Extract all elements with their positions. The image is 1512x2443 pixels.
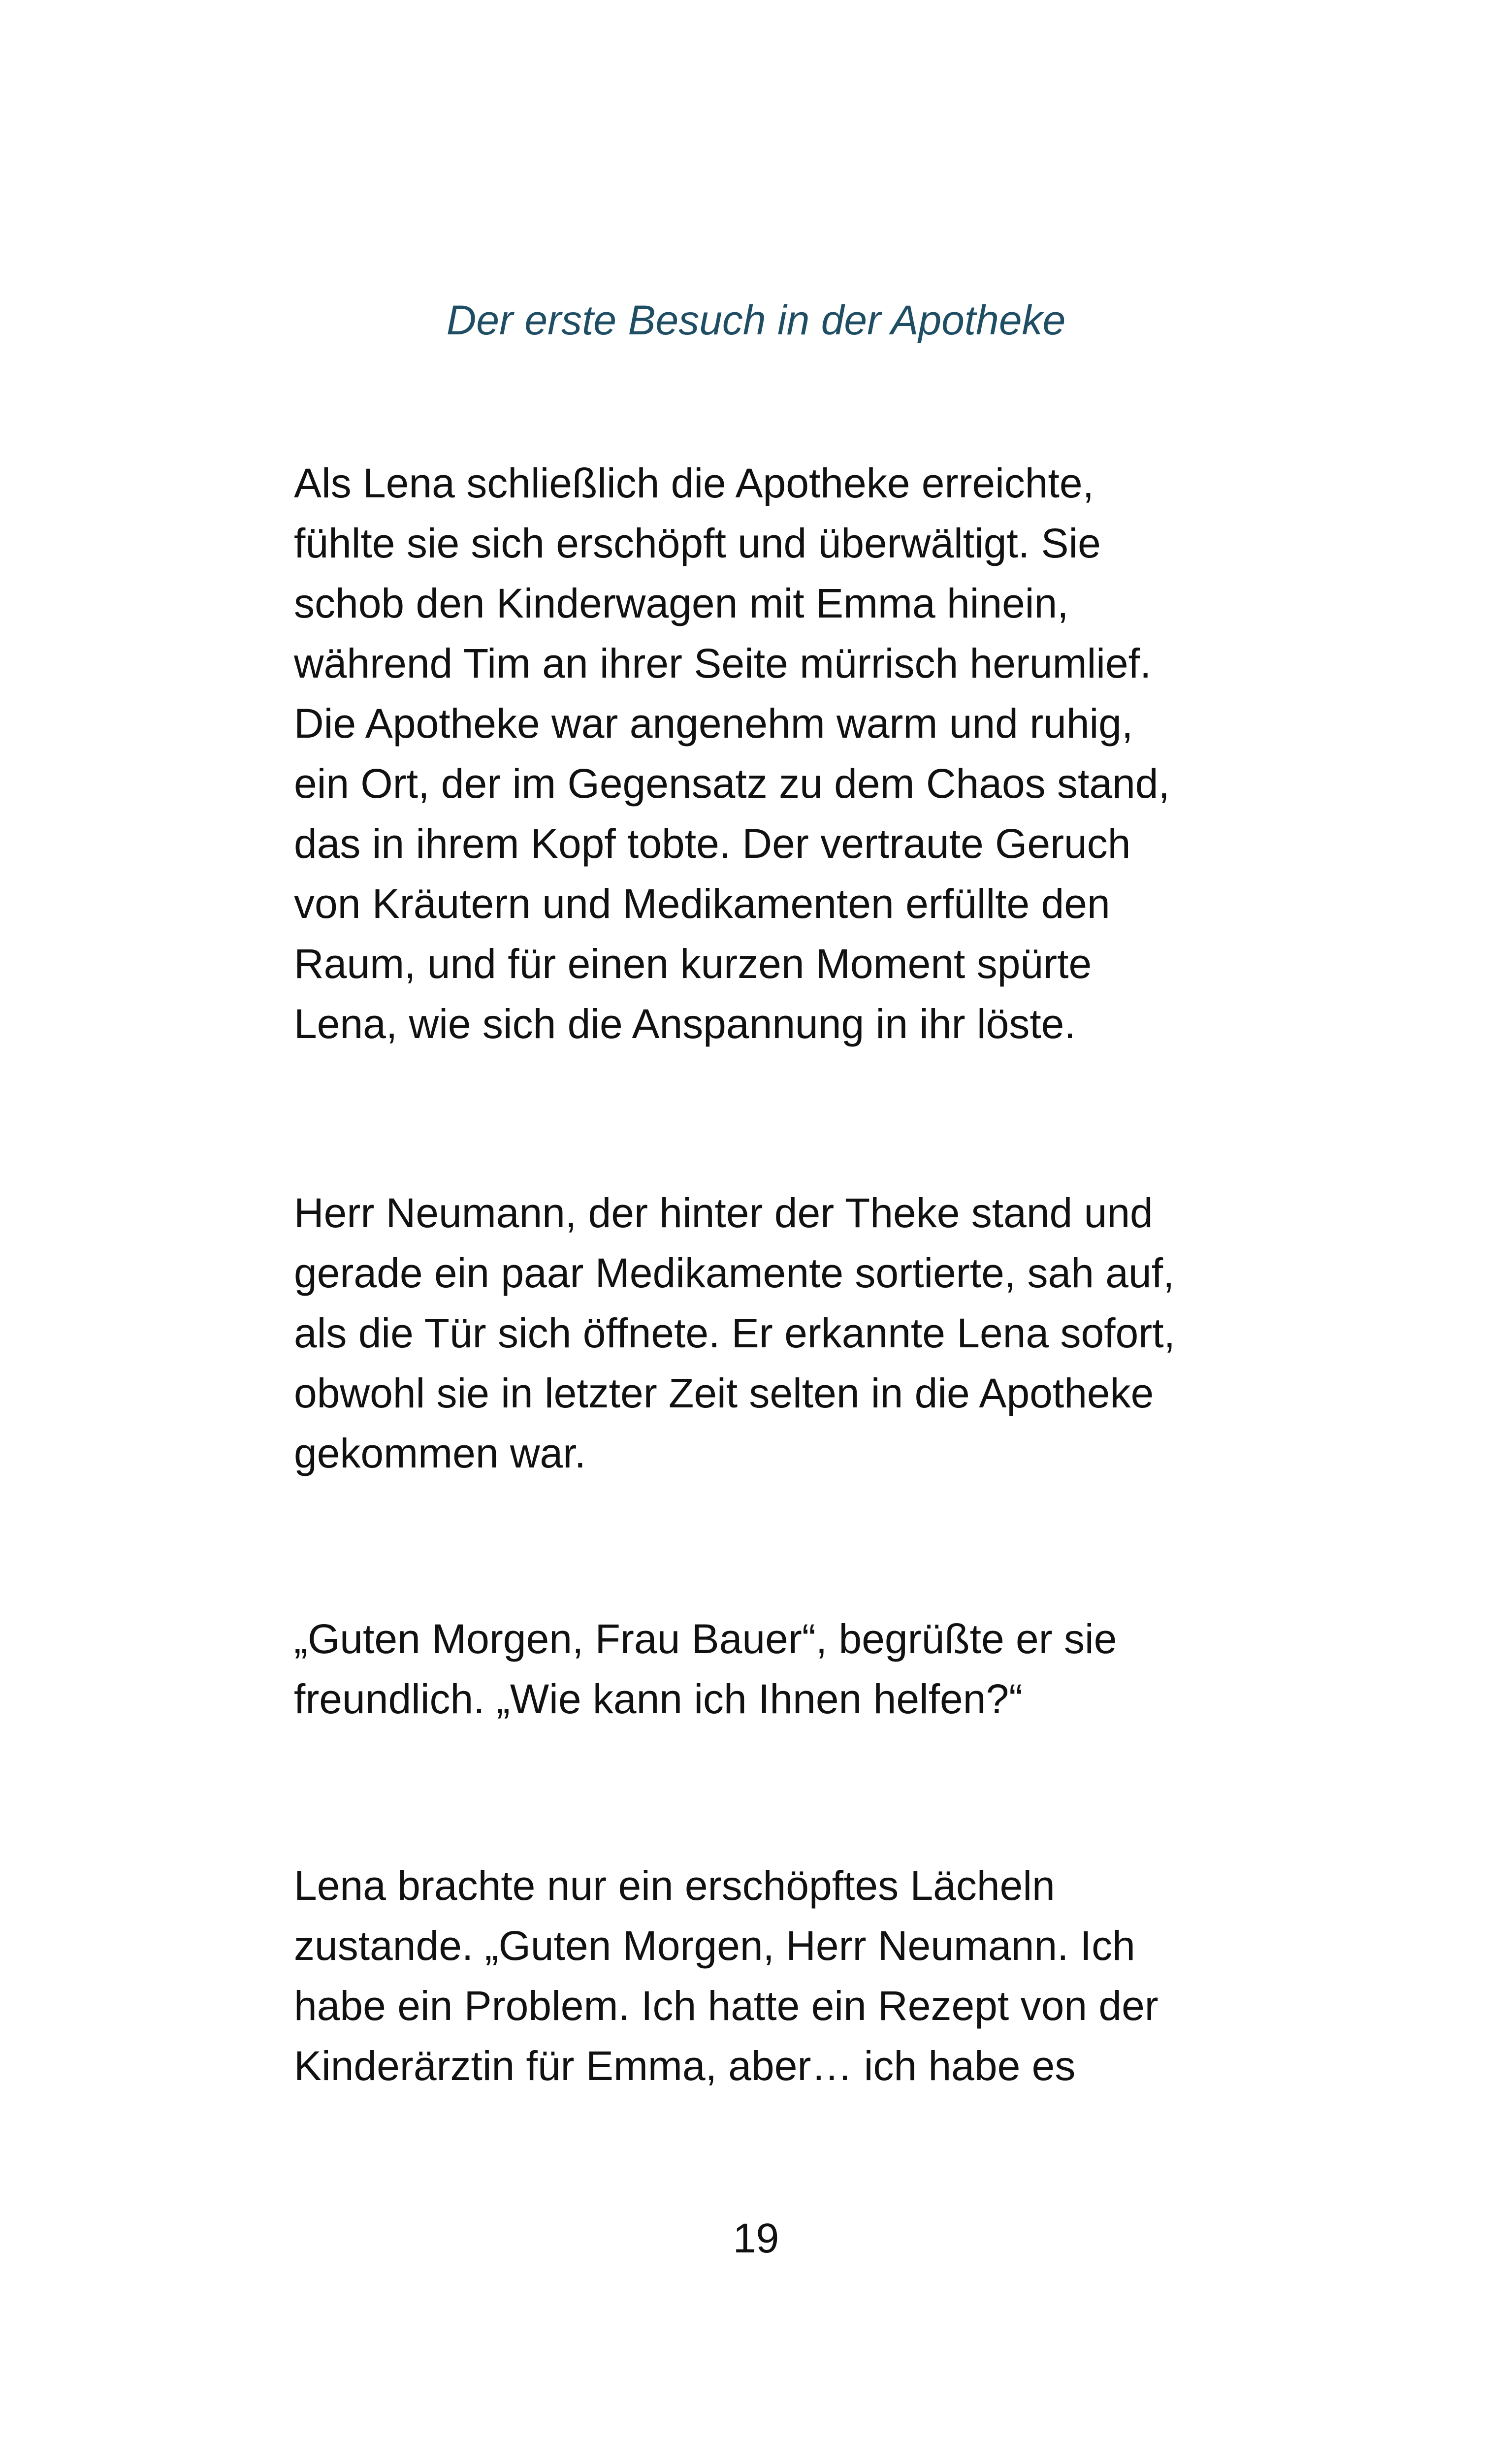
text-line: während Tim an ihrer Seite mürrisch herumlief. [294, 640, 1152, 686]
text-line: obwohl sie in letzter Zeit selten in die Apotheke [294, 1370, 1154, 1416]
text-line: Lena brachte nur ein erschöpftes Lächeln [294, 1862, 1055, 1909]
text-line: als die Tür sich öffnete. Er erkannte Lena sofort, [294, 1310, 1175, 1356]
text-line: „Guten Morgen, Frau Bauer“, begrüßte er sie [294, 1616, 1117, 1662]
text-line: das in ihrem Kopf tobte. Der vertraute Geruch [294, 820, 1131, 867]
paragraph-2 [294, 1183, 1259, 1483]
chapter-title: Der erste Besuch in der Apotheke [446, 297, 1066, 343]
page-number: 19 [733, 2215, 779, 2261]
text-line: Lena, wie sich die Anspannung in ihr löste. [294, 1001, 1076, 1047]
text-line: Die Apotheke war angenehm warm und ruhig, [294, 700, 1133, 747]
paragraph-4 [294, 1856, 1259, 2096]
text-line: schob den Kinderwagen mit Emma hinein, [294, 580, 1069, 626]
text-line: habe ein Problem. Ich hatte ein Rezept von der [294, 1983, 1158, 2029]
text-line: freundlich. „Wie kann ich Ihnen helfen?“ [294, 1676, 1023, 1722]
text-line: Kinderärztin für Emma, aber… ich habe es [294, 2043, 1076, 2089]
text-line: Als Lena schließlich die Apotheke erreichte, [294, 460, 1094, 506]
paragraph-3 [294, 1609, 1259, 1729]
text-line: zustande. „Guten Morgen, Herr Neumann. Ich [294, 1922, 1135, 1969]
text-line: gerade ein paar Medikamente sortierte, sah auf, [294, 1250, 1175, 1296]
text-line: Herr Neumann, der hinter der Theke stand und [294, 1190, 1153, 1236]
text-line: von Kräutern und Medikamenten erfüllte den [294, 880, 1110, 927]
text-line: ein Ort, der im Gegensatz zu dem Chaos stand, [294, 760, 1170, 807]
text-line: gekommen war. [294, 1430, 586, 1476]
text-line: Raum, und für einen kurzen Moment spürte [294, 941, 1092, 987]
text-line: fühlte sie sich erschöpft und überwältigt. Sie [294, 520, 1101, 566]
paragraph-1 [294, 453, 1259, 1054]
